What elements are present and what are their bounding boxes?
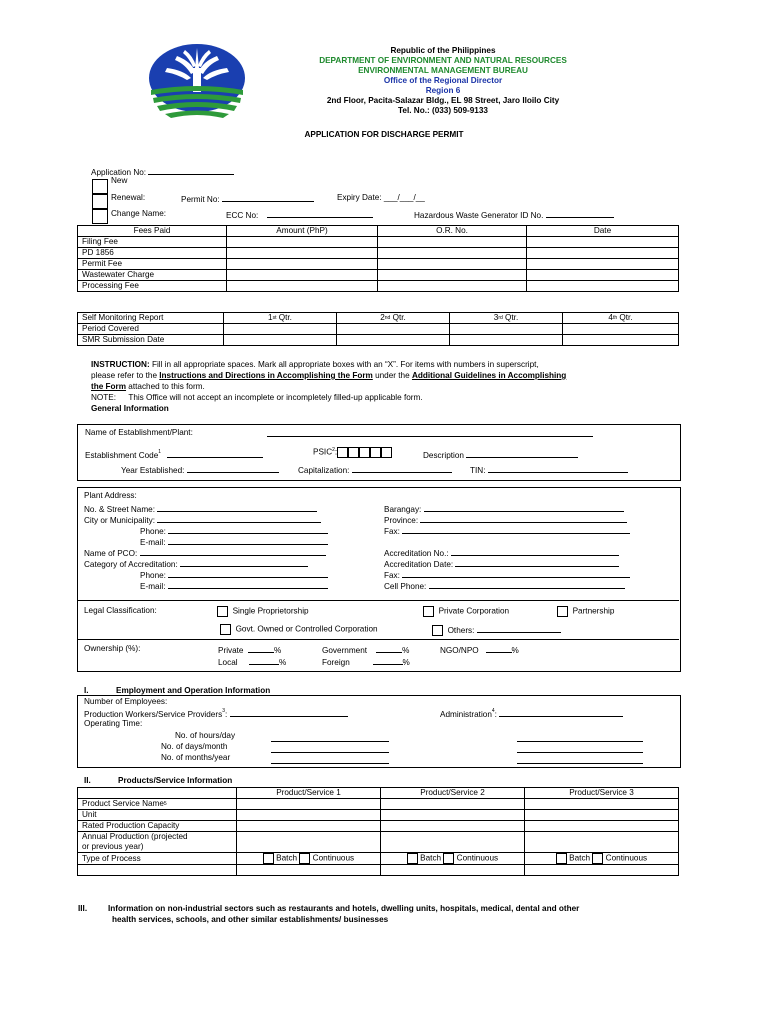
category-field[interactable] [180,558,308,567]
cell-row [384,580,625,591]
govt-owned-checkbox[interactable] [220,624,231,635]
products-header-row [78,788,679,799]
street-label: No. & Street Name: [84,505,155,514]
table-row [78,270,679,281]
plant-address-label: Plant Address: [84,491,137,500]
continuous-label: Continuous [312,853,355,863]
psic-box[interactable] [359,447,370,458]
smr-cell[interactable] [337,324,450,335]
psic-box[interactable] [370,447,381,458]
product-1-header: Product/Service 1 [237,788,381,799]
accr-no-field[interactable] [451,547,619,556]
description-label: Description [423,451,464,460]
fee-cell[interactable] [378,259,527,270]
ownership-label: Ownership (%): [84,644,141,653]
admin-field[interactable] [499,708,623,717]
plant-divider [78,600,679,601]
ownership-government-label: Government [322,646,368,655]
batch-checkbox[interactable] [556,853,567,864]
fee-cell[interactable] [378,270,527,281]
ngo-pct-field[interactable] [486,644,512,653]
instruction-text: please refer to the [91,371,160,380]
tin-row [470,464,628,475]
section1-title: Employment and Operation Information [116,686,271,695]
batch-checkbox[interactable] [263,853,274,864]
email-row [140,536,328,547]
smr-cell[interactable] [224,324,337,335]
phone2-field[interactable] [168,569,328,578]
section1-number: I. [84,686,89,695]
email-label: E-mail: [140,538,166,547]
smr-table [77,312,679,346]
accr-date-row [384,558,619,569]
cell-field[interactable] [429,580,625,589]
others-field[interactable] [477,624,561,633]
production-row: Production Workers/Service Providers$^3$: [84,708,348,719]
product-cell[interactable] [237,810,381,821]
legal-option-others [432,624,561,636]
psic-label: PSIC [313,447,333,457]
private-corporation-label: Private Corporation [438,606,510,616]
phone-label: Phone: [140,527,166,536]
ecc-label: ECC No: [226,211,259,220]
accr-no-row [384,547,619,558]
table-row [78,853,679,865]
city-field[interactable] [157,514,321,523]
renewal-checkbox[interactable] [92,194,108,209]
product-2-header: Product/Service 2 [381,788,525,799]
product-cell[interactable] [525,865,679,876]
products-table [77,787,679,876]
fees-header: Fees Paid [78,226,227,237]
months-field-2[interactable] [517,755,643,764]
products-row-label: Annual Production (projected or previous year) [78,832,237,853]
capitalization-field[interactable] [352,464,452,473]
fax-field[interactable] [402,525,630,534]
product-cell[interactable] [381,821,525,832]
ecc-field[interactable] [267,209,373,218]
establishment-code-label: Establishment Code [85,451,159,460]
ownership-ngo-row: NGO/NPO % [440,646,519,655]
legal-label: Legal Classification: [84,606,157,615]
instruction-line-2 [91,371,566,380]
fee-label: Filing Fee [78,237,227,248]
phone-row [140,525,328,536]
province-label: Province: [384,516,419,525]
or-no-header: O.R. No. [378,226,527,237]
continuous-label: Continuous [605,853,648,863]
instruction-line-3 [91,382,205,391]
renewal-label: Renewal: [111,193,146,202]
category-label: Category of Accreditation: [84,560,178,569]
months-label: No. of months/year [161,753,231,762]
fee-cell[interactable] [527,259,679,270]
pco-field[interactable] [140,547,326,556]
ownership-local-label: Local [218,658,238,667]
phone-field[interactable] [168,525,328,534]
continuous-checkbox[interactable] [592,853,603,864]
single-proprietorship-checkbox[interactable] [217,606,228,617]
product-cell[interactable] [525,832,679,853]
new-checkbox[interactable] [92,179,108,194]
private-corporation-checkbox[interactable] [423,606,434,617]
section3-text-1: Information on non-industrial sectors such as restaurants and hotels, dwelling units, hospitals, medical, dental and other [108,904,580,913]
description-field[interactable] [466,449,578,458]
fee-label: Processing Fee [78,281,227,292]
days-field-1[interactable] [271,744,389,753]
header-region: Region 6 [425,86,461,95]
tin-label: TIN: [470,466,486,475]
table-row [78,237,679,248]
instruction-text: attached to this form. [126,382,205,391]
form-title: APPLICATION FOR DISCHARGE PERMIT [304,130,464,139]
employees-label: Number of Employees: [84,697,168,706]
single-proprietorship-label: Single Proprietorship [232,606,309,616]
smr-cell[interactable] [563,335,679,346]
smr-cell[interactable] [337,335,450,346]
days-field-2[interactable] [517,744,643,753]
others-checkbox[interactable] [432,625,443,636]
email2-row [140,580,328,591]
street-row [84,503,317,514]
expiry-label: Expiry Date: [337,193,382,202]
guidelines-link[interactable]: Additional Guidelines in Accomplishing [411,371,567,380]
email-field[interactable] [168,536,328,545]
fax-label: Fax: [384,527,400,536]
product-cell[interactable] [381,865,525,876]
city-row [84,514,321,525]
hw-field[interactable] [546,209,614,218]
process-cell [237,853,381,865]
products-header-blank [78,788,237,799]
general-info-heading: General Information [91,404,169,413]
email2-field[interactable] [168,580,328,589]
products-row-label: Product Service Name$^5$ [78,799,237,810]
street-field[interactable] [157,503,317,512]
legal-option-private [423,606,509,617]
establishment-code-row: Establishment Code$^1$ [85,449,263,460]
header-department: DEPARTMENT OF ENVIRONMENT AND NATURAL RESOURCES [319,56,567,65]
application-no-label: Application No: [91,168,147,177]
ownership-private-row: Private % [218,646,282,655]
instruction-line-1 [91,360,539,369]
year-row [121,464,279,475]
legal-option-single [217,606,309,617]
fax-row [384,525,630,536]
ownership-government-row: Government % [322,646,410,655]
table-row [78,259,679,270]
province-field[interactable] [420,514,627,523]
province-row [384,514,627,525]
products-row-label: Rated Production Capacity [78,821,237,832]
products-row-label: Unit [78,810,237,821]
product-cell[interactable] [381,832,525,853]
phone2-label: Phone: [140,571,166,580]
smr-cell[interactable] [563,324,679,335]
products-row-label: Type of Process [78,853,237,865]
expiry-row [337,193,425,202]
hours-label: No. of hours/day [175,731,236,740]
govt-owned-label: Govt. Owned or Controlled Corporation [235,624,378,634]
cell-label: Cell Phone: [384,582,427,591]
fax2-row [384,569,630,580]
q2-header: 2nd Qtr. [337,313,450,324]
ownership-ngo-label: NGO/NPO [440,646,479,655]
legal-option-partnership [557,606,614,617]
psic-box[interactable] [381,447,392,458]
fee-cell[interactable] [378,248,527,259]
section3-number: III. [78,904,88,913]
continuous-label: Continuous [456,853,499,863]
instruction-label: INSTRUCTION: [91,360,150,369]
smr-cell[interactable] [450,335,563,346]
partnership-label: Partnership [572,606,615,616]
fee-cell[interactable] [527,281,679,292]
barangay-label: Barangay: [384,505,422,514]
section2-number: II. [84,776,91,785]
barangay-field[interactable] [424,503,624,512]
ownership-foreign-row: Foreign % [322,658,410,667]
days-label: No. of days/month [161,742,228,751]
table-row [78,821,679,832]
q3-header: 3rd Qtr. [450,313,563,324]
permit-no-label: Permit No: [181,195,220,204]
note-label: NOTE: [91,393,117,402]
table-row [78,810,679,821]
process-cell [381,853,525,865]
section2-title: Products/Service Information [118,776,233,785]
fee-cell[interactable] [227,248,378,259]
foreign-pct-field[interactable] [373,656,403,665]
product-cell[interactable] [237,799,381,810]
fee-cell[interactable] [227,259,378,270]
expiry-field[interactable]: ___/___/__ [383,193,425,202]
establishment-name-field[interactable] [267,428,593,437]
fees-header-row [78,226,679,237]
batch-label: Batch [420,853,442,863]
legal-option-govt [220,624,378,635]
hw-row [414,209,614,220]
tin-field[interactable] [488,464,628,473]
smr-row-label: Period Covered [78,324,224,335]
others-label: Others: [447,626,475,635]
phone2-row [140,569,328,580]
product-cell[interactable] [525,810,679,821]
product-cell[interactable] [381,799,525,810]
ownership-local-row: Local % [218,658,287,667]
smr-header-row [78,313,679,324]
header-bureau: ENVIRONMENTAL MANAGEMENT BUREAU [358,66,528,75]
process-cell [525,853,679,865]
ownership-foreign-label: Foreign [322,658,350,667]
table-row [78,865,679,876]
fee-cell[interactable] [227,237,378,248]
section3-text-2: health services, schools, and other similar establishments/ businesses [112,915,389,924]
legal-divider [78,639,679,640]
product-cell[interactable] [237,821,381,832]
barangay-row [384,503,624,514]
q4-header: 4th Qtr. [563,313,679,324]
description-row [423,449,578,460]
category-row [84,558,308,569]
pco-label: Name of PCO: [84,549,138,558]
instructions-link[interactable]: Instructions and Directions in Accomplishing the Form [159,371,373,380]
operating-label: Operating Time: [84,719,143,728]
note-line [91,393,423,402]
hours-field-1[interactable] [271,733,389,742]
header-country: Republic of the Philippines [390,46,496,55]
smr-row-label: SMR Submission Date [78,335,224,346]
amount-header: Amount (PhP) [227,226,378,237]
product-cell[interactable] [237,865,381,876]
admin-label: Administration [440,710,492,719]
fee-cell[interactable] [378,237,527,248]
fee-label: Permit Fee [78,259,227,270]
header-address: 2nd Floor, Pacita-Salazar Bldg., EL 98 Street, Jaro Iloilo City [326,96,560,105]
establishment-code-field[interactable] [167,449,263,458]
fee-cell[interactable] [227,281,378,292]
table-row [78,832,679,853]
fee-cell[interactable] [227,270,378,281]
private-pct-field[interactable] [248,644,274,653]
smr-header: Self Monitoring Report [78,313,224,324]
product-cell[interactable] [525,821,679,832]
city-label: City or Municipality: [84,516,155,525]
local-pct-field[interactable] [249,656,279,665]
fee-cell[interactable] [378,281,527,292]
fax2-label: Fax: [384,571,400,580]
batch-checkbox[interactable] [407,853,418,864]
fees-table [77,225,679,292]
psic-box[interactable] [348,447,359,458]
hw-label: Hazardous Waste Generator ID No. [414,211,544,220]
date-header: Date [527,226,679,237]
email2-label: E-mail: [140,582,166,591]
table-row [78,324,679,335]
production-label: Production Workers/Service Providers [84,710,223,719]
capitalization-label: Capitalization: [298,466,350,475]
smr-cell[interactable] [450,324,563,335]
fee-label: Wastewater Charge [78,270,227,281]
accr-date-label: Accreditation Date: [384,560,454,569]
table-row [78,799,679,810]
note-text: This Office will not accept an incomplete or incompletely filled-up applicable form. [128,393,423,402]
continuous-checkbox[interactable] [299,853,310,864]
capitalization-row [298,464,452,475]
table-row [78,248,679,259]
ownership-private-label: Private [218,646,244,655]
batch-label: Batch [569,853,591,863]
ecc-row [226,209,373,220]
fee-cell[interactable] [527,270,679,281]
hours-field-2[interactable] [517,733,643,742]
change-name-checkbox[interactable] [92,209,108,224]
fee-cell[interactable] [527,248,679,259]
fee-label: PD 1856 [78,248,227,259]
accr-no-label: Accreditation No.: [384,549,449,558]
production-field[interactable] [230,708,348,717]
application-no-field[interactable] [148,166,234,175]
product-cell[interactable] [237,832,381,853]
product-cell[interactable] [525,799,679,810]
year-field[interactable] [187,464,279,473]
permit-no-field[interactable] [222,193,314,202]
batch-label: Batch [276,853,298,863]
change-name-label: Change Name: [111,209,167,218]
table-row [78,335,679,346]
psic-box[interactable] [337,447,348,458]
guidelines-link-cont[interactable]: the Form [91,382,127,391]
government-pct-field[interactable] [376,644,402,653]
smr-cell[interactable] [224,335,337,346]
new-label: New [111,176,128,185]
accr-date-field[interactable] [455,558,619,567]
pco-row [84,547,326,558]
admin-row: Administration$^4$: [440,708,623,719]
continuous-checkbox[interactable] [443,853,454,864]
instruction-text: under the [372,371,412,380]
header-office: Office of the Regional Director [383,76,503,85]
permit-no-row [181,193,314,204]
psic-row: PSIC$^2$: [313,447,392,458]
instruction-text: Fill in all appropriate spaces. Mark all appropriate boxes with an “X”. For items with numbers in superscript, [149,360,539,369]
partnership-checkbox[interactable] [557,606,568,617]
product-cell[interactable] [381,810,525,821]
establishment-name-label: Name of Establishment/Plant: [85,428,193,437]
header-tel: Tel. No.: (033) 509-9133 [398,106,488,115]
year-label: Year Established: [121,466,185,475]
product-3-header: Product/Service 3 [525,788,679,799]
months-field-1[interactable] [271,755,389,764]
q1-header: 1st Qtr. [224,313,337,324]
products-blank-row [78,865,237,876]
table-row [78,281,679,292]
fax2-field[interactable] [402,569,630,578]
fee-cell[interactable] [527,237,679,248]
